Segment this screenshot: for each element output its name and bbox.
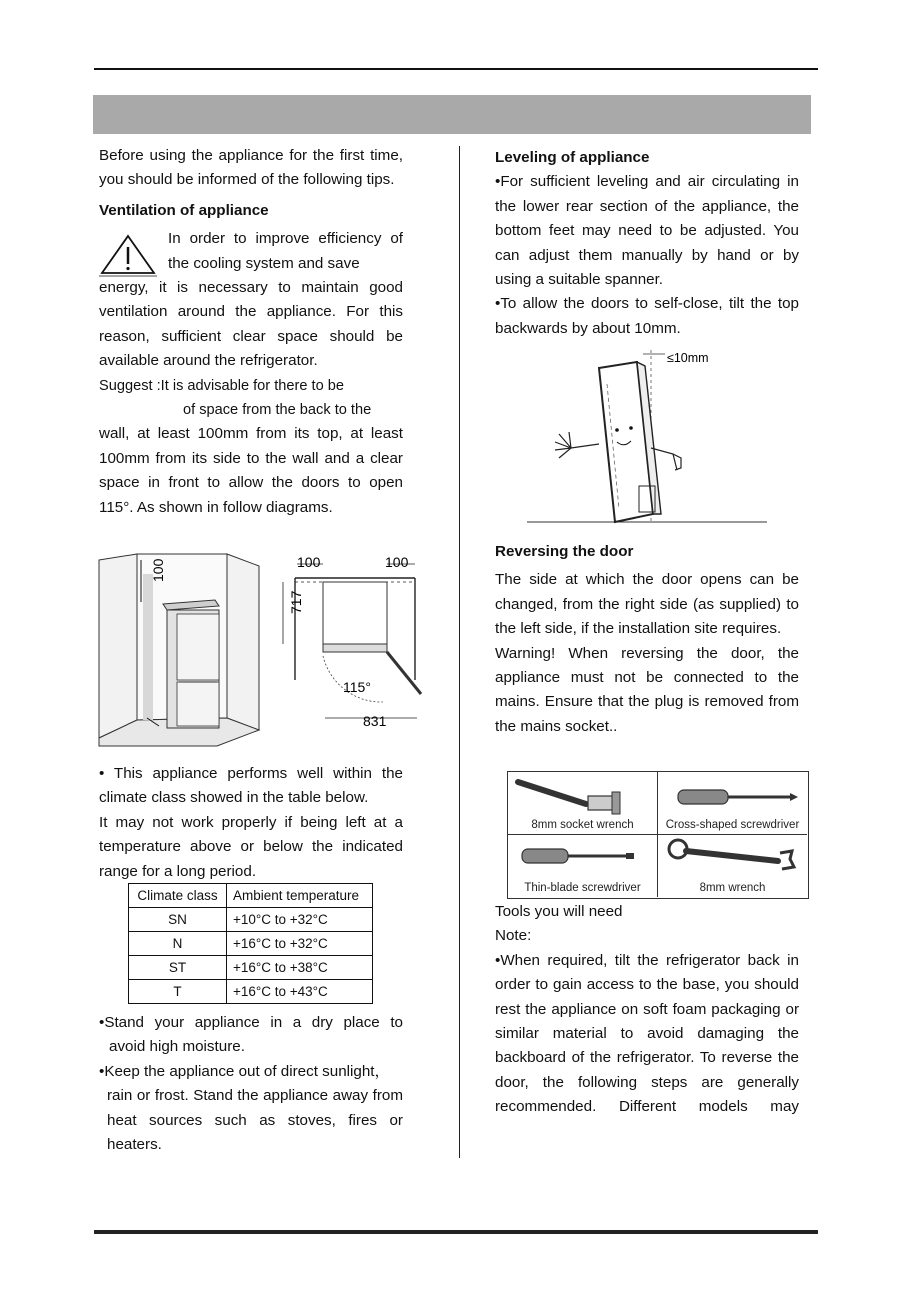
- climate-table: [128, 883, 373, 1004]
- suggest-line2: of space from the back to the: [183, 402, 372, 419]
- table-cell: +16°C to +32°C: [226, 932, 372, 956]
- tools-caption: Tools you will need: [495, 903, 623, 920]
- plan-view-diagram: [283, 554, 421, 729]
- dim-top-label: 100: [150, 558, 166, 582]
- table-row: [129, 908, 373, 932]
- suggest-rest: wall, at least 100mm from its top, at least 100mm from its side to the wall and a clear space in front to allow the doors to open 115°. As shown in follow diagrams.: [99, 425, 403, 516]
- dim-depth-label: 717: [288, 590, 304, 614]
- tilt-limit-label: ≤10mm: [667, 351, 709, 365]
- leveling-text: •For sufficient leveling and air circulating in the lower rear section of the appliance, the bottom feet may need to be adjusted. You can adjust them manually by hand or by using a suitable spanner.: [495, 173, 799, 289]
- tool-wrench: [658, 835, 807, 897]
- column-divider: [459, 146, 460, 1158]
- note-text: •When required, tilt the refrigerator back in order to gain access to the base, you should rest the appliance on soft foam packaging or similar material to avoid damaging the backboard of the refrigerator. To reverse the door, the following steps are generally recommended. Different models may: [495, 951, 799, 1116]
- table-cell: +16°C to +38°C: [226, 956, 372, 980]
- section-banner: [93, 95, 811, 134]
- ventilation-block: [99, 227, 403, 276]
- leveling-heading: Leveling of appliance: [495, 149, 650, 166]
- leveling-section: [495, 146, 799, 341]
- tool-label: Thin-blade screwdriver: [524, 882, 641, 894]
- table-header: Ambient temperature: [226, 884, 372, 908]
- socket-wrench-icon: [508, 772, 657, 818]
- tip-dry: •Stand your appliance in a dry place to: [99, 1014, 403, 1031]
- tool-cross-screwdriver: [658, 772, 807, 835]
- table-cell: +10°C to +32°C: [226, 908, 372, 932]
- clearance-diagrams: [97, 552, 429, 748]
- room-perspective-diagram: [99, 554, 259, 746]
- climate-warning: It may not work properly if being left at a temperature above or below the indicated range for a long period.: [99, 813, 403, 880]
- dim-width-label: 831: [363, 713, 387, 729]
- tool-label: 8mm wrench: [699, 882, 766, 894]
- wrench-icon: [658, 835, 807, 881]
- cross-screwdriver-icon: [658, 772, 807, 818]
- table-cell: T: [129, 980, 227, 1004]
- intro-text: Before using the appliance for the first time, you should be informed of the following tips.: [99, 147, 403, 189]
- tilt-text: •To allow the doors to self-close, tilt the top backwards by about 10mm.: [495, 295, 799, 337]
- climate-intro: • This appliance performs well within the climate class showed in the table below.: [99, 765, 403, 807]
- table-row: [129, 980, 373, 1004]
- tool-socket-wrench: [508, 772, 658, 835]
- ventilation-text-b: energy, it is necessary to maintain good ventilation around the appliance. For this reason, sufficient clear space should be available around the refrigerator.: [99, 279, 403, 370]
- tool-label: 8mm socket wrench: [531, 819, 634, 831]
- table-cell: SN: [129, 908, 227, 932]
- thin-screwdriver-icon: [508, 835, 657, 881]
- left-column: [99, 144, 403, 520]
- ventilation-heading: Ventilation of appliance: [99, 201, 269, 219]
- reversing-text: The side at which the door opens can be changed, from the right side (as supplied) to the left side, if the installation site requires.: [495, 571, 799, 638]
- climate-section: [99, 762, 403, 884]
- tip-dry-cont: avoid high moisture.: [109, 1038, 245, 1056]
- table-header-row: [129, 884, 373, 908]
- angle-label: 115°: [343, 679, 371, 695]
- tip-sun-cont: rain or frost. Stand the appliance away from heat sources such as stoves, fires or heaters.: [107, 1087, 403, 1154]
- footer-rule: [94, 1230, 818, 1234]
- table-row: [129, 932, 373, 956]
- tip-sun: •Keep the appliance out of direct sunlight，: [99, 1062, 390, 1080]
- suggest-line1: Suggest :It is advisable for there to be: [99, 377, 344, 394]
- reversing-section: [495, 540, 799, 739]
- table-header: Climate class: [129, 884, 227, 908]
- dim-side-left-label: 100: [297, 554, 321, 570]
- warning-triangle-icon: [99, 233, 157, 277]
- tool-thin-screwdriver: [508, 835, 658, 897]
- table-cell: +16°C to +43°C: [226, 980, 372, 1004]
- table-cell: ST: [129, 956, 227, 980]
- dim-side-right-label: 100: [385, 554, 409, 570]
- tool-label: Cross-shaped screwdriver: [665, 819, 800, 831]
- tools-grid: [507, 771, 809, 899]
- table-row: [129, 956, 373, 980]
- warning-text: Warning! When reversing the door, the appliance must not be connected to the mains. Ensure that the plug is removed from the mains socket..: [495, 644, 799, 735]
- reversing-heading: Reversing the door: [495, 543, 634, 560]
- table-cell: N: [129, 932, 227, 956]
- note-section: [495, 900, 799, 1120]
- note-label: Note:: [495, 927, 532, 945]
- ventilation-text-a: In order to improve efficiency of the cooling system and save: [168, 230, 403, 272]
- header-rule: [94, 68, 818, 70]
- tilt-fridge-illustration: [527, 344, 769, 526]
- placement-tips: [99, 1011, 403, 1157]
